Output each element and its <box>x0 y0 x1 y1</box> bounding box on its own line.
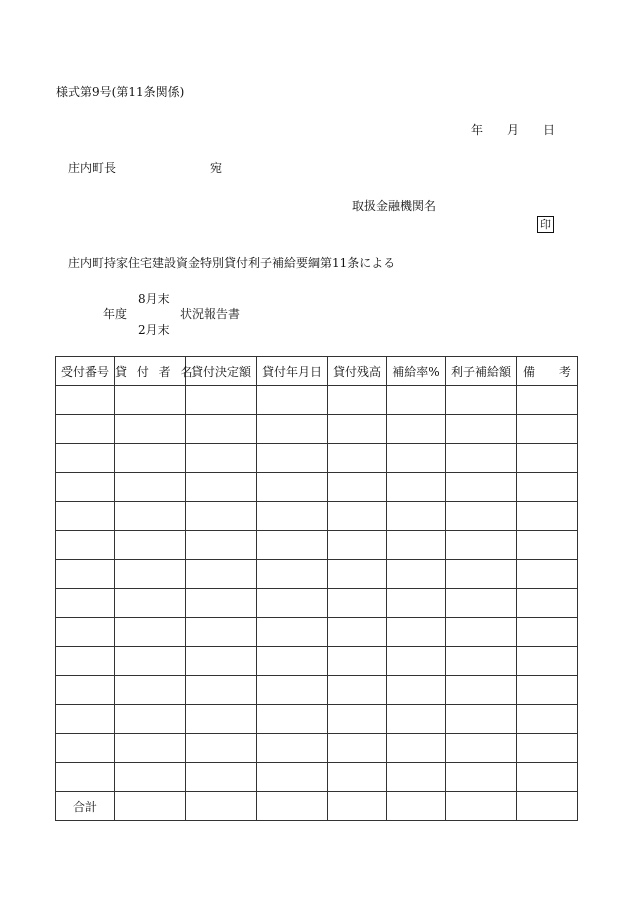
table-cell[interactable] <box>387 589 446 618</box>
header-loan-date: 貸付年月日 <box>257 357 328 386</box>
date-month-label: 月 <box>507 123 520 137</box>
date-line <box>471 124 555 136</box>
table-cell[interactable] <box>56 502 115 531</box>
table-cell[interactable] <box>257 676 328 705</box>
table-cell[interactable] <box>446 415 517 444</box>
table-row <box>56 705 578 734</box>
table-cell[interactable] <box>446 589 517 618</box>
seal-mark: 印 <box>537 216 554 233</box>
total-row <box>56 792 578 821</box>
report-table <box>55 356 578 821</box>
total-cell[interactable] <box>257 792 328 821</box>
table-cell[interactable] <box>186 734 257 763</box>
table-cell[interactable] <box>186 386 257 415</box>
table-cell[interactable] <box>446 676 517 705</box>
table-cell[interactable] <box>446 734 517 763</box>
table-row <box>56 734 578 763</box>
table-cell[interactable] <box>257 502 328 531</box>
table-cell[interactable] <box>328 560 387 589</box>
table-cell[interactable] <box>56 705 115 734</box>
table-cell[interactable] <box>446 647 517 676</box>
table-cell[interactable] <box>186 415 257 444</box>
period-february: 2月末 <box>138 323 170 337</box>
header-interest-subsidy: 利子補給額 <box>446 357 517 386</box>
table-cell[interactable] <box>257 589 328 618</box>
table-cell[interactable] <box>257 763 328 792</box>
table-cell[interactable] <box>517 618 578 647</box>
table-cell[interactable] <box>446 705 517 734</box>
table-header-row <box>56 357 578 386</box>
table-cell[interactable] <box>115 386 186 415</box>
header-borrower-name: 貸 付 者 名 <box>115 357 186 386</box>
table-cell[interactable] <box>115 415 186 444</box>
table-cell[interactable] <box>186 676 257 705</box>
table-cell[interactable] <box>186 531 257 560</box>
table-cell[interactable] <box>56 647 115 676</box>
table-cell[interactable] <box>56 734 115 763</box>
table-cell[interactable] <box>115 473 186 502</box>
table-cell[interactable] <box>517 647 578 676</box>
table-cell[interactable] <box>328 763 387 792</box>
table-cell[interactable] <box>257 473 328 502</box>
table-cell[interactable] <box>446 531 517 560</box>
table-cell[interactable] <box>517 589 578 618</box>
table-cell[interactable] <box>186 589 257 618</box>
table-cell[interactable] <box>56 531 115 560</box>
table-cell[interactable] <box>115 444 186 473</box>
table-row <box>56 531 578 560</box>
table-cell[interactable] <box>328 618 387 647</box>
table-cell[interactable] <box>387 415 446 444</box>
table-cell[interactable] <box>115 734 186 763</box>
table-cell[interactable] <box>446 502 517 531</box>
addressee-suffix: 宛 <box>210 161 223 175</box>
addressee <box>68 161 223 175</box>
table-cell[interactable] <box>328 473 387 502</box>
table-cell[interactable] <box>446 618 517 647</box>
table-cell[interactable] <box>517 734 578 763</box>
table-cell[interactable] <box>186 763 257 792</box>
total-cell[interactable] <box>186 792 257 821</box>
table-cell[interactable] <box>115 647 186 676</box>
table-cell[interactable] <box>115 502 186 531</box>
table-cell[interactable] <box>387 676 446 705</box>
table-cell[interactable] <box>56 415 115 444</box>
table-cell[interactable] <box>328 415 387 444</box>
table-cell[interactable] <box>517 415 578 444</box>
total-label: 合計 <box>56 792 115 821</box>
table-cell[interactable] <box>328 734 387 763</box>
table-cell[interactable] <box>387 647 446 676</box>
table-cell[interactable] <box>115 676 186 705</box>
table-cell[interactable] <box>186 618 257 647</box>
institution-label: 取扱金融機関名 <box>352 199 437 213</box>
table-cell[interactable] <box>446 444 517 473</box>
table-row <box>56 502 578 531</box>
table-row <box>56 763 578 792</box>
table-cell[interactable] <box>186 560 257 589</box>
table-cell[interactable] <box>387 763 446 792</box>
table-cell[interactable] <box>517 560 578 589</box>
table-cell[interactable] <box>56 386 115 415</box>
table-cell[interactable] <box>387 531 446 560</box>
table-cell[interactable] <box>446 763 517 792</box>
table-cell[interactable] <box>115 589 186 618</box>
table-row <box>56 415 578 444</box>
table-cell[interactable] <box>387 386 446 415</box>
table-cell[interactable] <box>328 502 387 531</box>
table-cell[interactable] <box>446 473 517 502</box>
table-cell[interactable] <box>56 560 115 589</box>
table-cell[interactable] <box>387 618 446 647</box>
table-row <box>56 589 578 618</box>
table-cell[interactable] <box>257 734 328 763</box>
table-cell[interactable] <box>328 531 387 560</box>
table-cell[interactable] <box>257 647 328 676</box>
table-cell[interactable] <box>328 386 387 415</box>
fiscal-year-label: 年度 <box>103 307 128 321</box>
table-cell[interactable] <box>257 618 328 647</box>
table-row <box>56 473 578 502</box>
table-cell[interactable] <box>115 618 186 647</box>
header-remarks: 備 考 <box>517 357 578 386</box>
total-cell[interactable] <box>446 792 517 821</box>
period-august: 8月末 <box>138 292 170 306</box>
table-row <box>56 560 578 589</box>
header-loan-balance: 貸付残高 <box>328 357 387 386</box>
table-cell[interactable] <box>328 676 387 705</box>
header-subsidy-rate: 補給率% <box>387 357 446 386</box>
table-cell[interactable] <box>257 444 328 473</box>
table-cell[interactable] <box>56 676 115 705</box>
header-loan-decision-amount: 貸付決定額 <box>186 357 257 386</box>
table-body <box>56 386 578 821</box>
table-cell[interactable] <box>328 647 387 676</box>
table-cell[interactable] <box>328 705 387 734</box>
table-cell[interactable] <box>387 473 446 502</box>
table-row <box>56 618 578 647</box>
table-cell[interactable] <box>517 676 578 705</box>
table-cell[interactable] <box>517 705 578 734</box>
total-cell[interactable] <box>517 792 578 821</box>
table-cell[interactable] <box>517 444 578 473</box>
table-cell[interactable] <box>186 444 257 473</box>
table-cell[interactable] <box>186 705 257 734</box>
table-cell[interactable] <box>257 560 328 589</box>
table-cell[interactable] <box>115 763 186 792</box>
table-cell[interactable] <box>56 589 115 618</box>
preamble: 庄内町持家住宅建設資金特別貸付利子補給要綱第11条による <box>68 256 396 270</box>
table-cell[interactable] <box>387 734 446 763</box>
table-cell[interactable] <box>387 444 446 473</box>
table-cell[interactable] <box>257 531 328 560</box>
table-cell[interactable] <box>517 502 578 531</box>
table-cell[interactable] <box>186 502 257 531</box>
addressee-name: 庄内町長 <box>68 161 117 175</box>
table-cell[interactable] <box>186 473 257 502</box>
table-cell[interactable] <box>328 589 387 618</box>
table-cell[interactable] <box>186 647 257 676</box>
form-number: 様式第9号(第11条関係) <box>56 85 185 99</box>
table-cell[interactable] <box>446 560 517 589</box>
table-cell[interactable] <box>257 705 328 734</box>
table-cell[interactable] <box>56 763 115 792</box>
table-cell[interactable] <box>328 444 387 473</box>
table-cell[interactable] <box>387 502 446 531</box>
total-cell[interactable] <box>115 792 186 821</box>
table-cell[interactable] <box>56 444 115 473</box>
date-year-label: 年 <box>471 123 484 137</box>
table-cell[interactable] <box>387 705 446 734</box>
table-cell[interactable] <box>517 386 578 415</box>
table-cell[interactable] <box>56 473 115 502</box>
header-reception-number: 受付番号 <box>56 357 115 386</box>
total-cell[interactable] <box>387 792 446 821</box>
table-cell[interactable] <box>257 386 328 415</box>
table-cell[interactable] <box>387 560 446 589</box>
table-row <box>56 386 578 415</box>
table-row <box>56 647 578 676</box>
table-row <box>56 444 578 473</box>
table-cell[interactable] <box>115 705 186 734</box>
date-day-label: 日 <box>543 123 556 137</box>
table-row <box>56 676 578 705</box>
table-cell[interactable] <box>115 531 186 560</box>
table-cell[interactable] <box>56 618 115 647</box>
table-cell[interactable] <box>517 531 578 560</box>
table-cell[interactable] <box>446 386 517 415</box>
table-cell[interactable] <box>517 763 578 792</box>
total-cell[interactable] <box>328 792 387 821</box>
table-cell[interactable] <box>115 560 186 589</box>
table-cell[interactable] <box>517 473 578 502</box>
report-title: 状況報告書 <box>180 307 241 321</box>
table-cell[interactable] <box>257 415 328 444</box>
